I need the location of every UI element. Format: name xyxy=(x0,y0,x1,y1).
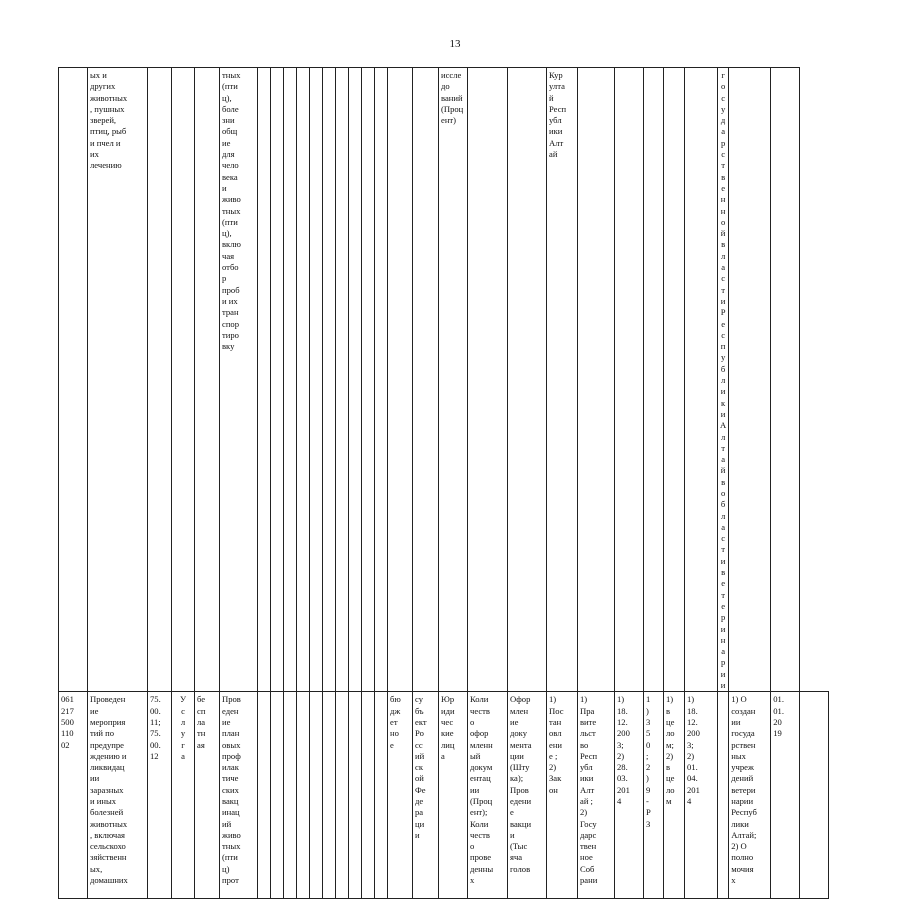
cell-text: госуда рствен ной власти Респуб лики Алтай в област и ветери нарии xyxy=(720,70,727,691)
table-row xyxy=(59,692,829,899)
registry-table xyxy=(58,67,829,899)
table-cell xyxy=(388,68,413,692)
table-cell xyxy=(172,692,195,899)
cell-text: У с л у г а xyxy=(179,694,187,761)
cell-text: Юр иди чес кие лиц а xyxy=(441,694,455,761)
table-cell xyxy=(771,68,800,692)
table-cell xyxy=(284,692,297,899)
cell-text: бе сп ла тн ая xyxy=(197,694,206,750)
cell-text: Офор млен ие доку мента ции (Шту ка); Пров едени е вакци и (Тыс яча голов xyxy=(510,694,532,874)
table-cell xyxy=(297,68,310,692)
table-cell xyxy=(547,692,578,899)
cell-text: исследо ваний (Проц ент) xyxy=(441,70,464,126)
cell-text: бю дж ет но е xyxy=(390,694,401,750)
table-cell xyxy=(615,692,644,899)
table-cell xyxy=(88,68,148,692)
table-cell xyxy=(413,692,439,899)
table-cell xyxy=(644,692,664,899)
table-cell xyxy=(664,692,685,899)
cell-text: Кур улта й Респ убл ики Алт ай xyxy=(549,70,567,160)
cell-text: Пров еден ие план овых проф илак тиче ских вакц инац ий живо тных (пти ц) прот xyxy=(222,694,241,886)
cell-text: 061 217 500 110 02 xyxy=(61,694,74,750)
table-cell xyxy=(664,68,685,692)
table-cell xyxy=(349,692,362,899)
table-cell xyxy=(59,692,88,899)
table-cell xyxy=(615,68,644,692)
table-cell xyxy=(362,692,375,899)
cell-text: 1) Пра вите льст во Респ убл ики Алт ай ; 2) Госу дарс твен ное Соб рани xyxy=(580,694,598,886)
table-cell xyxy=(220,692,258,899)
table-cell xyxy=(375,68,388,692)
table-cell xyxy=(258,692,271,899)
table-cell xyxy=(258,68,271,692)
table-cell xyxy=(685,692,718,899)
table-cell xyxy=(220,68,258,692)
table-cell xyxy=(413,68,439,692)
table-cell xyxy=(468,68,508,692)
table-cell xyxy=(578,68,615,692)
table-row xyxy=(59,68,829,692)
cell-text: 1) 18. 12. 200 3; 2) 28. 03. 201 4 xyxy=(617,694,630,806)
table-cell xyxy=(388,692,413,899)
table-cell xyxy=(284,68,297,692)
table-cell xyxy=(336,68,349,692)
table-cell xyxy=(310,692,323,899)
cell-text: 1) 18. 12. 200 3; 2) 01. 04. 201 4 xyxy=(687,694,700,806)
table-cell xyxy=(195,692,220,899)
table-cell xyxy=(547,68,578,692)
table-cell xyxy=(508,692,547,899)
table-cell xyxy=(88,692,148,899)
table-cell xyxy=(323,68,336,692)
page-number: 13 xyxy=(449,38,461,50)
table-cell xyxy=(310,68,323,692)
table-cell xyxy=(644,68,664,692)
table-cell xyxy=(271,68,284,692)
cell-text: тных (пти ц), боле зни общ ие для чело века и живо тных (пти ц), вклю чая отбо р проб и их тран спор тиро вку xyxy=(222,70,241,352)
table-cell xyxy=(323,692,336,899)
cell-text: 1) в це ло м; 2) в це ло м xyxy=(666,694,675,806)
cell-text: 1) О создан ии госуда рствен ных учреж дений ветери нарии Респуб лики Алтай; 2) О полно мочия х xyxy=(731,694,757,886)
table-cell xyxy=(439,68,468,692)
cell-text: 1) Пос тан овл ени е ; 2) Зак он xyxy=(549,694,564,795)
table-cell xyxy=(718,692,729,899)
table-cell xyxy=(148,68,172,692)
cell-text: 1 ) 3 5 0 ; 2 ) 9 - Р З xyxy=(646,694,651,829)
table-cell xyxy=(578,692,615,899)
table-cell xyxy=(297,692,310,899)
table-cell xyxy=(800,692,829,899)
cell-text: 01. 01. 20 19 xyxy=(773,694,784,739)
cell-text: 75. 00. 11; 75. 00. 12 xyxy=(150,694,161,761)
table-cell xyxy=(362,68,375,692)
table-cell xyxy=(59,68,88,692)
table-cell xyxy=(336,692,349,899)
table-cell xyxy=(349,68,362,692)
table-cell xyxy=(375,692,388,899)
table-cell xyxy=(729,692,771,899)
table-cell xyxy=(172,68,195,692)
table-cell xyxy=(148,692,172,899)
table-cell xyxy=(771,692,800,899)
table-cell xyxy=(718,68,729,692)
table-cell xyxy=(439,692,468,899)
cell-text: ых и других животных , пушных зверей, птиц, рыб и пчел и их лечению xyxy=(90,70,128,171)
table-cell xyxy=(271,692,284,899)
table-cell xyxy=(468,692,508,899)
cell-text: су бъ ект Ро сс ий ск ой Фе де ра ци и xyxy=(415,694,427,840)
table-cell xyxy=(685,68,718,692)
table-cell xyxy=(508,68,547,692)
table-cell xyxy=(195,68,220,692)
cell-text: Коли честв о офор мленн ый докум ентац ии (Проц ент); Коли честв о прове денны х xyxy=(470,694,494,886)
cell-text: Проведен ие мероприя тий по предупре ждению и ликвидац ии заразных и иных болезней животных , включая сельскохо зяйственн ых, домашних xyxy=(90,694,128,886)
table-cell xyxy=(729,68,771,692)
